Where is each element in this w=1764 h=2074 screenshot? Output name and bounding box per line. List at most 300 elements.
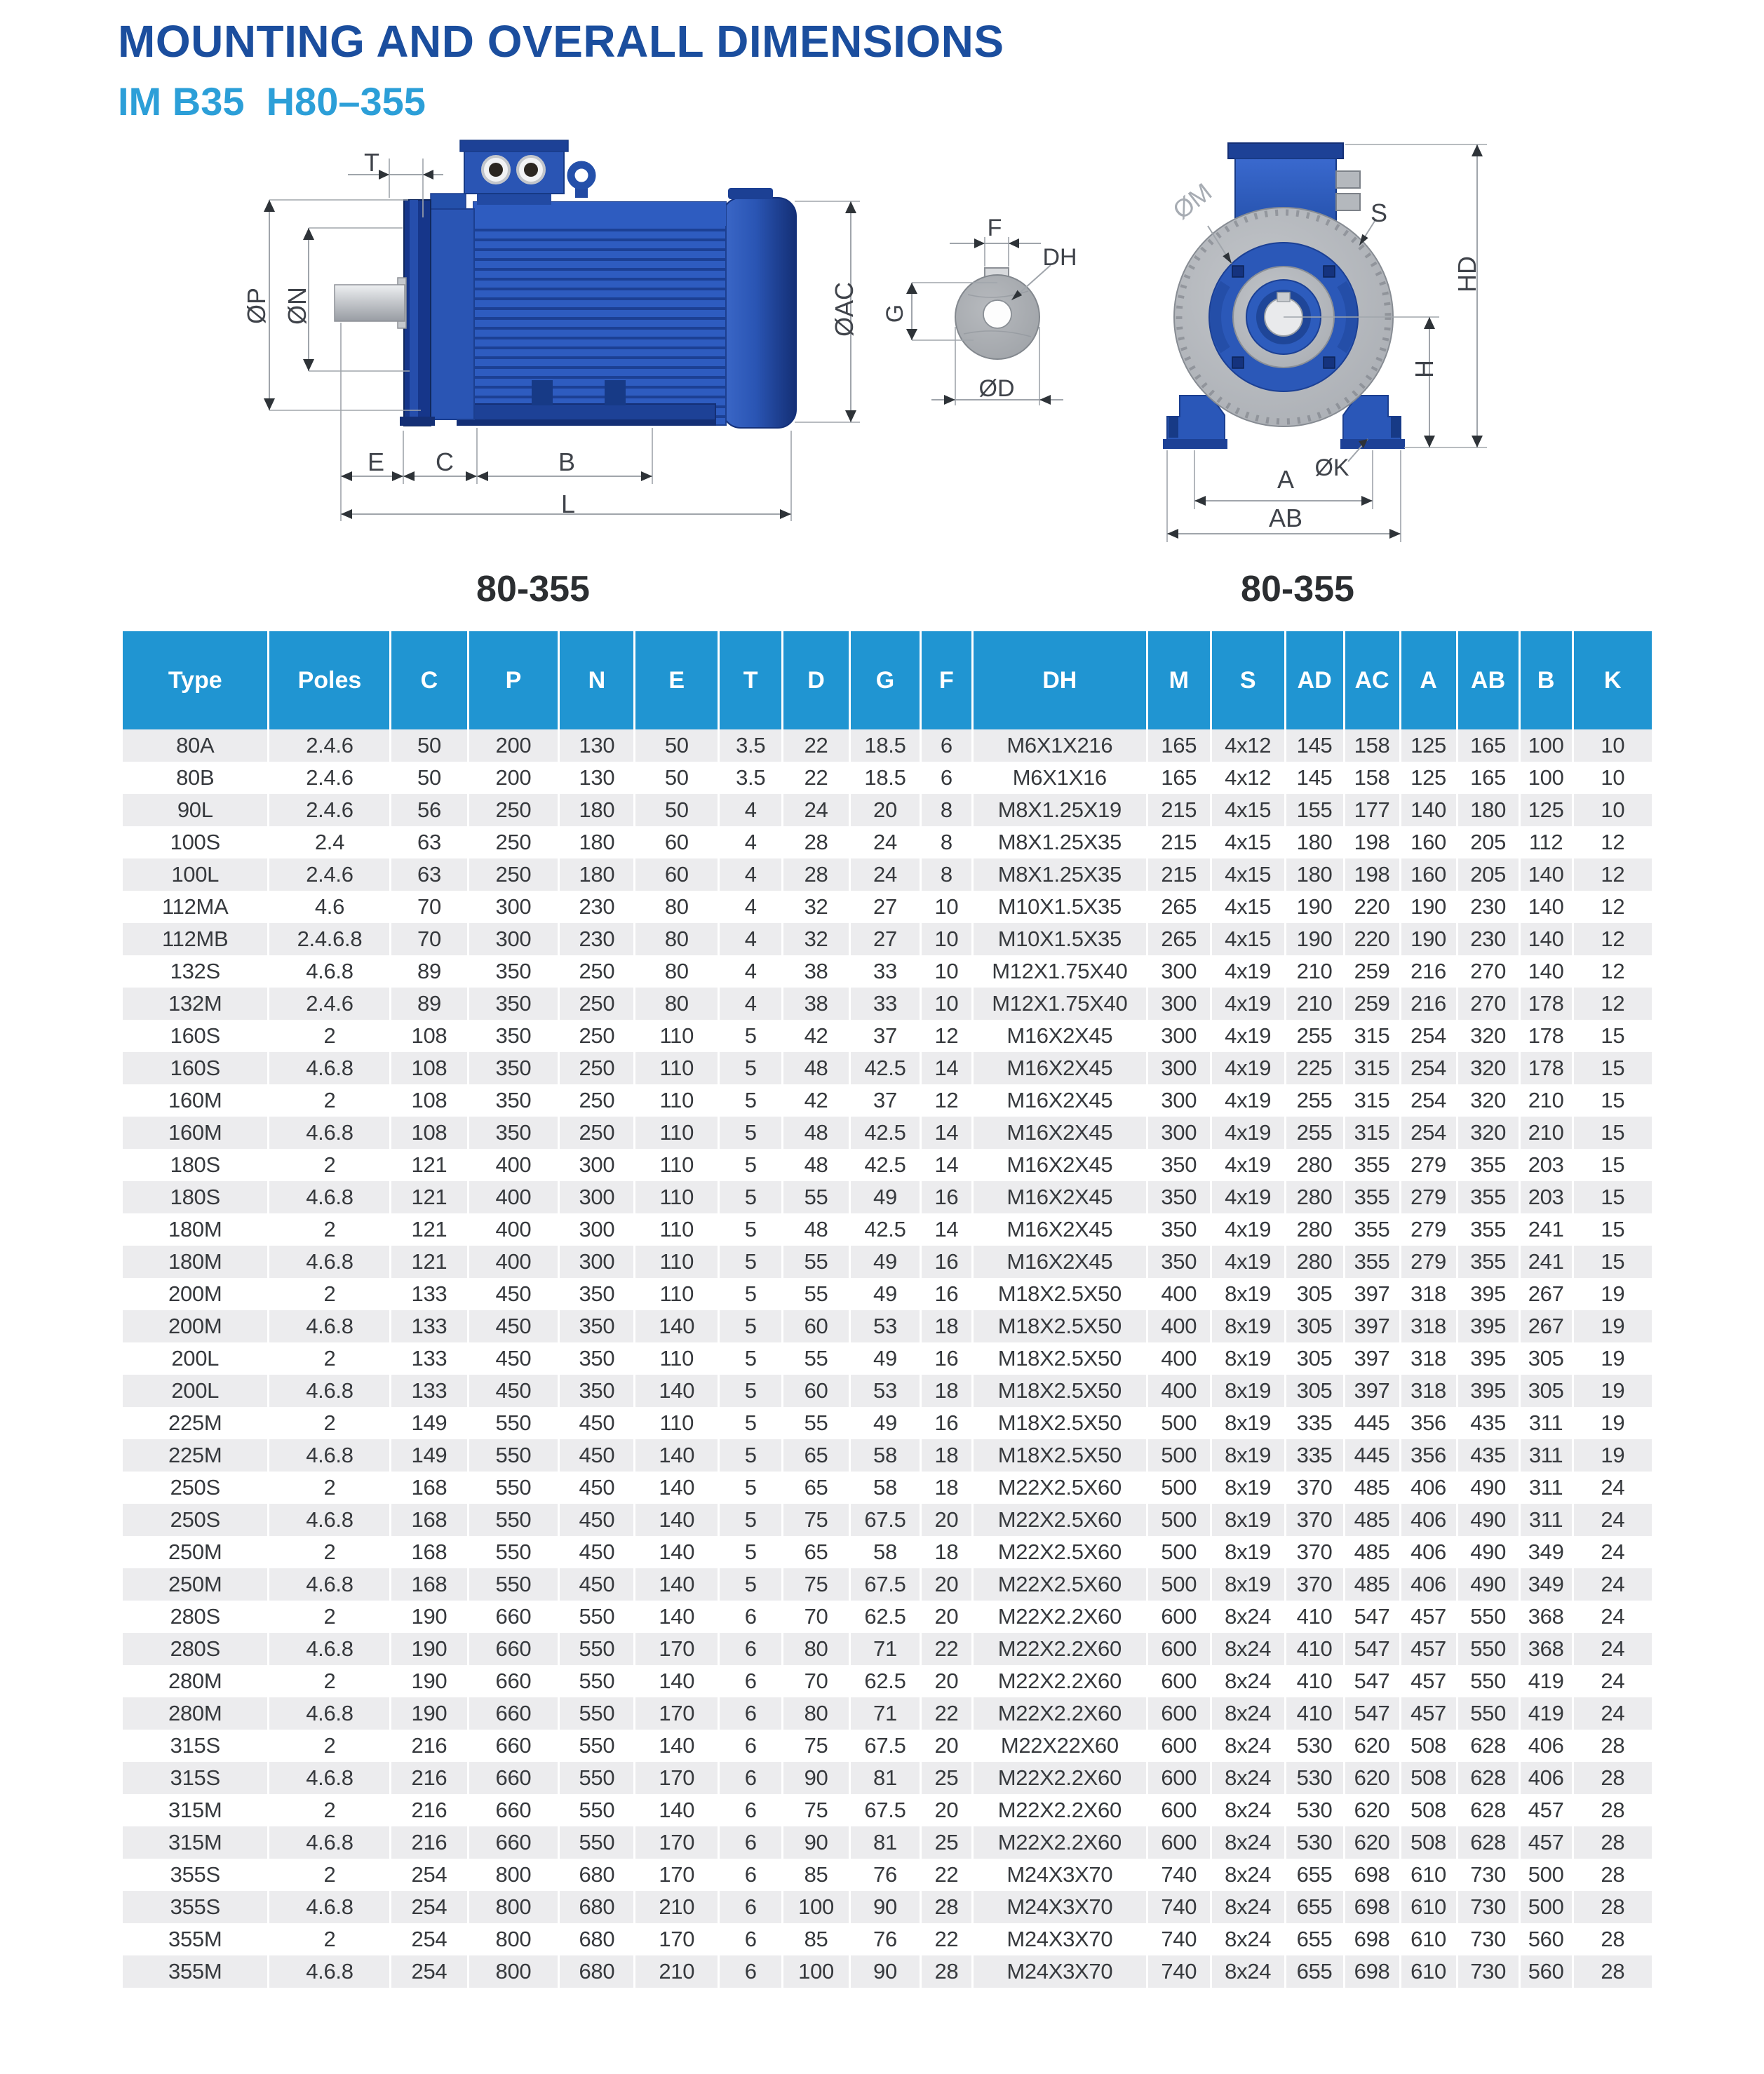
- cell: 140: [1519, 858, 1573, 891]
- cell: 305: [1285, 1342, 1344, 1375]
- cell: 28: [1573, 1859, 1652, 1891]
- cell: 24: [1573, 1568, 1652, 1601]
- cell: 600: [1147, 1697, 1211, 1730]
- cell: 177: [1344, 794, 1400, 826]
- cell: 4: [719, 794, 783, 826]
- cell: 15: [1573, 1213, 1652, 1246]
- cell: 254: [1400, 1052, 1457, 1084]
- cell: 4.6.8: [269, 1504, 391, 1536]
- table-row: [123, 1472, 1652, 1504]
- cell: 254: [391, 1923, 468, 1955]
- cell: 170: [635, 1697, 719, 1730]
- cell: 547: [1344, 1601, 1400, 1633]
- cell: 10: [920, 955, 972, 988]
- dim-label-d: ØD: [978, 375, 1015, 402]
- cell: 740: [1147, 1955, 1211, 1988]
- cell: 160: [1400, 826, 1457, 858]
- cell: 200L: [171, 1346, 220, 1371]
- cell: 2.4.6: [269, 762, 391, 794]
- cell: 280S: [170, 1636, 220, 1661]
- cell: 140: [635, 1375, 719, 1407]
- cell: 56: [391, 794, 468, 826]
- dim-label-hd: HD: [1453, 256, 1481, 292]
- cell: 547: [1344, 1697, 1400, 1730]
- cell: 90L: [177, 797, 213, 822]
- cell: 140: [635, 1536, 719, 1568]
- cell: 620: [1344, 1762, 1400, 1794]
- cell: 5: [719, 1213, 783, 1246]
- cell: 279: [1400, 1181, 1457, 1213]
- cell: 55: [783, 1407, 850, 1439]
- cell: 8x19: [1211, 1504, 1285, 1536]
- cell: 305: [1519, 1375, 1573, 1407]
- cell: 315: [1344, 1084, 1400, 1117]
- cell: 280: [1285, 1149, 1344, 1181]
- cell: 4.6.8: [269, 1117, 391, 1149]
- cell: 300: [559, 1149, 635, 1181]
- cell: 254: [1400, 1117, 1457, 1149]
- cell: M6X1X16: [972, 762, 1147, 794]
- cell: 315S: [170, 1765, 220, 1790]
- cell: 165: [1457, 762, 1519, 794]
- cell: 133: [391, 1278, 468, 1310]
- cell: 121: [391, 1213, 468, 1246]
- cell: 370: [1285, 1536, 1344, 1568]
- cell: 24: [783, 794, 850, 826]
- cell: 550: [468, 1407, 559, 1439]
- cell: 547: [1344, 1665, 1400, 1697]
- cell: 660: [468, 1730, 559, 1762]
- cell: 350: [559, 1278, 635, 1310]
- cell: 19: [1573, 1278, 1652, 1310]
- cell: 300: [1147, 1117, 1211, 1149]
- cell: 4x19: [1211, 1246, 1285, 1278]
- cell: 180M: [168, 1249, 222, 1274]
- cell: 450: [559, 1504, 635, 1536]
- cell: 205: [1457, 858, 1519, 891]
- cell: 610: [1400, 1955, 1457, 1988]
- cell: 140: [1519, 923, 1573, 955]
- lifting-eye: [571, 165, 592, 198]
- cell: 42.5: [850, 1149, 921, 1181]
- table-row: [123, 1762, 1652, 1794]
- cell: 500: [1147, 1504, 1211, 1536]
- cell: 133: [391, 1310, 468, 1342]
- dim-label-ac: ØAC: [830, 281, 859, 337]
- cell: 255: [1285, 1020, 1344, 1052]
- column-header: DH: [972, 631, 1147, 729]
- cell: 2.4.6: [269, 794, 391, 826]
- cell: 28: [1573, 1730, 1652, 1762]
- cell: 80: [635, 923, 719, 955]
- cell: 280S: [170, 1604, 220, 1629]
- cell: 112: [1519, 826, 1573, 858]
- cell: 355S: [170, 1894, 220, 1919]
- cell: 230: [559, 891, 635, 923]
- cell: 300: [559, 1181, 635, 1213]
- table-row: [123, 1117, 1652, 1149]
- dim-label-g: G: [882, 304, 908, 323]
- cell: 67.5: [850, 1504, 921, 1536]
- cell: 315: [1344, 1020, 1400, 1052]
- cell: 90: [850, 1891, 921, 1923]
- cell: 89: [391, 955, 468, 988]
- table-row: [123, 1407, 1652, 1439]
- cell: 400: [468, 1213, 559, 1246]
- cell: M12X1.75X40: [972, 955, 1147, 988]
- cell: 140: [1400, 794, 1457, 826]
- cell: 450: [468, 1342, 559, 1375]
- cell: 241: [1519, 1213, 1573, 1246]
- cell: 160S: [170, 1056, 220, 1080]
- cell: 350: [559, 1310, 635, 1342]
- cell: 280M: [168, 1669, 222, 1693]
- cell: 2: [269, 1278, 391, 1310]
- cell: 730: [1457, 1859, 1519, 1891]
- table-row: [123, 1084, 1652, 1117]
- cell: 58: [850, 1472, 921, 1504]
- cell: 356: [1400, 1407, 1457, 1439]
- cell: 2: [269, 1859, 391, 1891]
- cell: 485: [1344, 1536, 1400, 1568]
- cell: 560: [1519, 1923, 1573, 1955]
- cell: 15: [1573, 1117, 1652, 1149]
- cell: 210: [1519, 1084, 1573, 1117]
- cell: 67.5: [850, 1568, 921, 1601]
- cell: 28: [1573, 1794, 1652, 1826]
- cell: 22: [783, 762, 850, 794]
- cell: 168: [391, 1472, 468, 1504]
- dim-label-m: ØM: [1167, 177, 1218, 225]
- cell: M18X2.5X50: [972, 1310, 1147, 1342]
- cell: 547: [1344, 1633, 1400, 1665]
- cell: 698: [1344, 1955, 1400, 1988]
- cell: M22X2.5X60: [972, 1504, 1147, 1536]
- cell: 22: [920, 1923, 972, 1955]
- cell: 100L: [171, 862, 220, 887]
- cell: M22X2.2X60: [972, 1697, 1147, 1730]
- cell: 76: [850, 1923, 921, 1955]
- cell: 485: [1344, 1504, 1400, 1536]
- dim-label-n: ØN: [283, 287, 311, 325]
- table-row: [123, 1891, 1652, 1923]
- cell: 500: [1147, 1536, 1211, 1568]
- cell: 530: [1285, 1730, 1344, 1762]
- cell: 149: [391, 1407, 468, 1439]
- cell: 600: [1147, 1826, 1211, 1859]
- cell: 178: [1519, 1052, 1573, 1084]
- cell: 4x19: [1211, 1181, 1285, 1213]
- cell: 655: [1285, 1859, 1344, 1891]
- cell: 220: [1344, 923, 1400, 955]
- cell: 6: [719, 1697, 783, 1730]
- dim-label-c: C: [436, 447, 454, 476]
- cell: 395: [1457, 1278, 1519, 1310]
- column-header: S: [1211, 631, 1285, 729]
- cell: 65: [783, 1439, 850, 1472]
- cell: 42: [783, 1084, 850, 1117]
- cell: 18: [920, 1310, 972, 1342]
- cell: M24X3X70: [972, 1859, 1147, 1891]
- cell: 15: [1573, 1246, 1652, 1278]
- cell: 265: [1147, 891, 1211, 923]
- cell: 335: [1285, 1439, 1344, 1472]
- cell: 6: [719, 1923, 783, 1955]
- table-row: [123, 1181, 1652, 1213]
- cell: 680: [559, 1955, 635, 1988]
- cell: 55: [783, 1278, 850, 1310]
- cell: 550: [559, 1762, 635, 1794]
- cell: 63: [391, 858, 468, 891]
- cell: 190: [1400, 923, 1457, 955]
- cell: 350: [468, 1020, 559, 1052]
- cell: 680: [559, 1859, 635, 1891]
- cell: 655: [1285, 1923, 1344, 1955]
- cell: 58: [850, 1536, 921, 1568]
- cell: 110: [635, 1181, 719, 1213]
- cell: 48: [783, 1052, 850, 1084]
- cell: 254: [1400, 1020, 1457, 1052]
- cell: 140: [635, 1601, 719, 1633]
- cell: 100: [1519, 762, 1573, 794]
- cell: 368: [1519, 1601, 1573, 1633]
- cell: 5: [719, 1536, 783, 1568]
- cell: 400: [1147, 1310, 1211, 1342]
- cell: 600: [1147, 1794, 1211, 1826]
- cell: 265: [1147, 923, 1211, 955]
- table-row: [123, 1213, 1652, 1246]
- cell: 210: [635, 1955, 719, 1988]
- cell: 125: [1400, 762, 1457, 794]
- cell: 15: [1573, 1020, 1652, 1052]
- cell: 450: [559, 1439, 635, 1472]
- cell: 8: [920, 858, 972, 891]
- cell: 508: [1400, 1794, 1457, 1826]
- cell: 125: [1519, 794, 1573, 826]
- cell: 216: [391, 1730, 468, 1762]
- cell: 450: [559, 1536, 635, 1568]
- cell: 300: [1147, 988, 1211, 1020]
- cell: 2: [269, 1601, 391, 1633]
- cell: 37: [850, 1084, 921, 1117]
- cell: 108: [391, 1084, 468, 1117]
- cell: 620: [1344, 1826, 1400, 1859]
- cell: 58: [850, 1439, 921, 1472]
- cell: 205: [1457, 826, 1519, 858]
- column-header: D: [783, 631, 850, 729]
- cell: 8x24: [1211, 1601, 1285, 1633]
- cell: 355: [1344, 1246, 1400, 1278]
- cell: 14: [920, 1149, 972, 1181]
- cell: 130: [559, 729, 635, 762]
- cell: 19: [1573, 1439, 1652, 1472]
- cell: 368: [1519, 1633, 1573, 1665]
- cell: 112MA: [162, 894, 229, 919]
- cell: M16X2X45: [972, 1020, 1147, 1052]
- cell: 158: [1344, 762, 1400, 794]
- table-body: [123, 729, 1652, 1988]
- table-row: [123, 826, 1652, 858]
- cell: 490: [1457, 1536, 1519, 1568]
- cell: 419: [1519, 1697, 1573, 1730]
- cell: 8x24: [1211, 1730, 1285, 1762]
- cell: 485: [1344, 1472, 1400, 1504]
- cell: 6: [719, 1955, 783, 1988]
- table-row: [123, 762, 1652, 794]
- cell: 250: [559, 1020, 635, 1052]
- cell: 355M: [168, 1927, 222, 1951]
- table-row: [123, 1859, 1652, 1891]
- cell: 48: [783, 1149, 850, 1181]
- cell: 4x19: [1211, 1213, 1285, 1246]
- cell: 12: [1573, 923, 1652, 955]
- cell: 110: [635, 1246, 719, 1278]
- cell: 10: [920, 923, 972, 955]
- cell: 190: [1285, 923, 1344, 955]
- cell: 2.4.6.8: [269, 923, 391, 955]
- cell: 22: [920, 1859, 972, 1891]
- cell: 80: [635, 955, 719, 988]
- cell: 165: [1457, 729, 1519, 762]
- cell: 400: [1147, 1278, 1211, 1310]
- cell: M22X2.2X60: [972, 1762, 1147, 1794]
- cell: 550: [1457, 1665, 1519, 1697]
- cell: 406: [1400, 1568, 1457, 1601]
- cell: 350: [468, 1052, 559, 1084]
- cell: 450: [559, 1472, 635, 1504]
- cell: 180: [1285, 826, 1344, 858]
- table-row: [123, 1794, 1652, 1826]
- cell: 180: [1457, 794, 1519, 826]
- cell: 5: [719, 1278, 783, 1310]
- cell: 311: [1519, 1407, 1573, 1439]
- cell: 450: [559, 1568, 635, 1601]
- column-header: N: [559, 631, 635, 729]
- cell: 225M: [168, 1443, 222, 1467]
- cell: 4.6: [269, 891, 391, 923]
- cell: 280: [1285, 1246, 1344, 1278]
- cell: 8x24: [1211, 1859, 1285, 1891]
- cell: 550: [1457, 1633, 1519, 1665]
- cell: 320: [1457, 1052, 1519, 1084]
- cell: 6: [719, 1665, 783, 1697]
- cell: 4.6.8: [269, 1697, 391, 1730]
- cell: 110: [635, 1052, 719, 1084]
- cell: 125: [1400, 729, 1457, 762]
- cell: 350: [559, 1375, 635, 1407]
- cell: 2: [269, 1020, 391, 1052]
- cell: 490: [1457, 1568, 1519, 1601]
- cell: 5: [719, 1504, 783, 1536]
- cell: 50: [635, 762, 719, 794]
- cell: 110: [635, 1084, 719, 1117]
- cell: 800: [468, 1859, 559, 1891]
- cell: 250: [559, 955, 635, 988]
- cell: 508: [1400, 1730, 1457, 1762]
- cell: M16X2X45: [972, 1213, 1147, 1246]
- cell: 250: [468, 826, 559, 858]
- cell: M22X2.2X60: [972, 1826, 1147, 1859]
- cell: 55: [783, 1246, 850, 1278]
- cell: 740: [1147, 1859, 1211, 1891]
- cell: 49: [850, 1181, 921, 1213]
- table-row: [123, 1601, 1652, 1633]
- cell: 133: [391, 1375, 468, 1407]
- cell: 8x24: [1211, 1794, 1285, 1826]
- cell: 250: [468, 858, 559, 891]
- cell: 5: [719, 1052, 783, 1084]
- cell: 170: [635, 1923, 719, 1955]
- cell: 15: [1573, 1149, 1652, 1181]
- cell: 140: [635, 1794, 719, 1826]
- cell: 8x19: [1211, 1568, 1285, 1601]
- cell: 600: [1147, 1601, 1211, 1633]
- cell: 4.6.8: [269, 1246, 391, 1278]
- cell: 32: [783, 923, 850, 955]
- cell: 335: [1285, 1407, 1344, 1439]
- dim-label-b: B: [558, 447, 576, 476]
- cell: 80: [783, 1697, 850, 1730]
- cell: 610: [1400, 1859, 1457, 1891]
- table-row: [123, 923, 1652, 955]
- cell: 8x24: [1211, 1697, 1285, 1730]
- cell: 457: [1400, 1665, 1457, 1697]
- cell: 660: [468, 1601, 559, 1633]
- cell: 14: [920, 1052, 972, 1084]
- cell: 28: [1573, 1826, 1652, 1859]
- cell: 315: [1344, 1052, 1400, 1084]
- cell: 75: [783, 1730, 850, 1762]
- cell: 10: [1573, 729, 1652, 762]
- cell: 450: [468, 1278, 559, 1310]
- dim-label-dh: DH: [1042, 244, 1077, 271]
- cell: 355: [1344, 1149, 1400, 1181]
- cell: 158: [1344, 729, 1400, 762]
- cell: 267: [1519, 1310, 1573, 1342]
- cell: 4x19: [1211, 955, 1285, 988]
- dim-label-s: S: [1370, 198, 1388, 227]
- cell: 63: [391, 826, 468, 858]
- cell: 279: [1400, 1213, 1457, 1246]
- cell: 178: [1519, 1020, 1573, 1052]
- cell: 100S: [170, 830, 220, 854]
- cell: 168: [391, 1536, 468, 1568]
- cell: 170: [635, 1633, 719, 1665]
- cell: 550: [468, 1472, 559, 1504]
- cell: 5: [719, 1568, 783, 1601]
- cell: 2: [269, 1213, 391, 1246]
- cell: 22: [783, 729, 850, 762]
- cell: 628: [1457, 1762, 1519, 1794]
- cell: 4: [719, 923, 783, 955]
- cell: 628: [1457, 1730, 1519, 1762]
- cell: 8x24: [1211, 1665, 1285, 1697]
- cell: M16X2X45: [972, 1117, 1147, 1149]
- cell: 2.4: [269, 826, 391, 858]
- cell: 20: [920, 1730, 972, 1762]
- cell: 15: [1573, 1181, 1652, 1213]
- cell: 620: [1344, 1730, 1400, 1762]
- cell: 168: [391, 1504, 468, 1536]
- cell: 397: [1344, 1310, 1400, 1342]
- cell: 300: [1147, 1020, 1211, 1052]
- cell: 400: [1147, 1342, 1211, 1375]
- cell: 457: [1519, 1826, 1573, 1859]
- cell: 2: [269, 1149, 391, 1181]
- cell: 230: [1457, 923, 1519, 955]
- cell: 254: [391, 1891, 468, 1923]
- cell: 550: [559, 1697, 635, 1730]
